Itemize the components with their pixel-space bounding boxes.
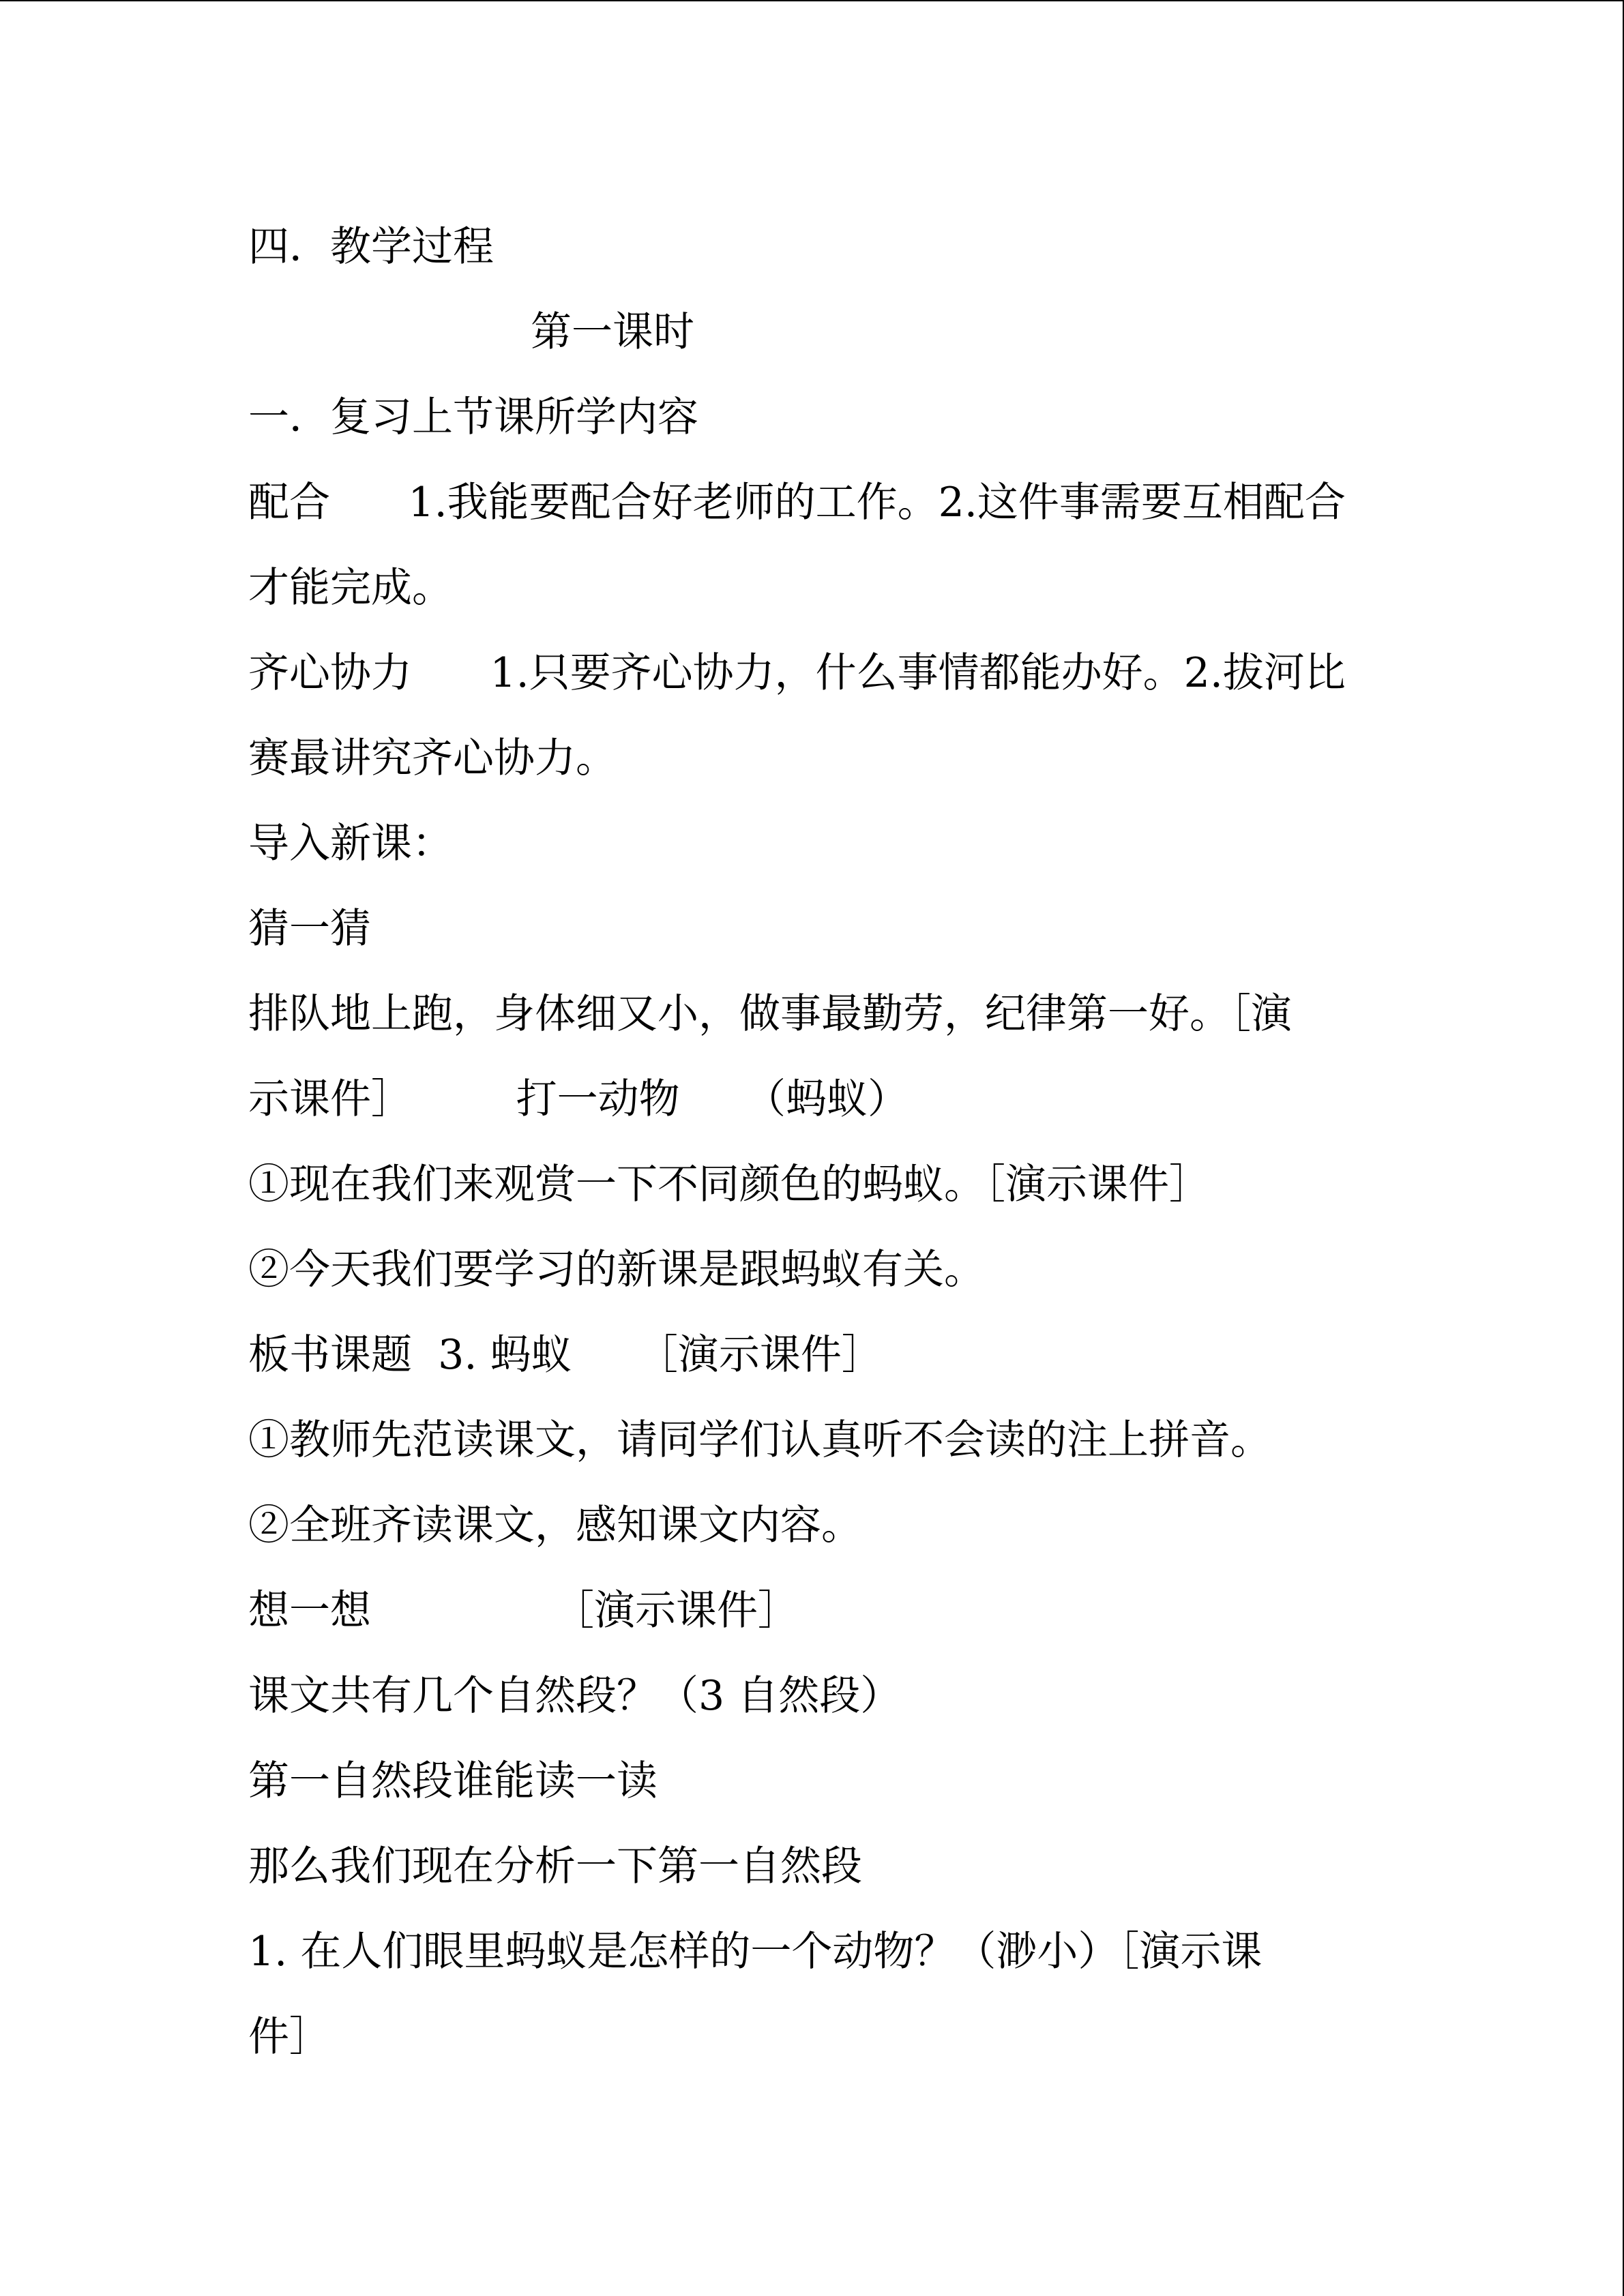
lesson-title: 第一课时 bbox=[531, 308, 694, 356]
section-heading: 四．教学过程 bbox=[248, 223, 494, 271]
text-line: 排队地上跑，身体细又小，做事最勤劳，纪律第一好。［演 bbox=[248, 990, 1292, 1038]
text-line: 猜一猜 bbox=[248, 905, 371, 953]
text-line: 示课件］ 打一动物 （蚂蚁） bbox=[248, 1075, 909, 1123]
text-line: ①教师先范读课文，请同学们认真听不会读的注上拼音。 bbox=[248, 1416, 1271, 1464]
text-line: ②全班齐读课文，感知课文内容。 bbox=[248, 1502, 862, 1549]
text-line: 导入新课： bbox=[248, 820, 453, 867]
text-line: ①现在我们来观赏一下不同颜色的蚂蚁。［演示课件］ bbox=[248, 1161, 1210, 1208]
text-line: 一．复习上节课所学内容 bbox=[248, 393, 698, 441]
text-line: ②今天我们要学习的新课是跟蚂蚁有关。 bbox=[248, 1246, 985, 1294]
text-line: 想一想 ［演示课件］ bbox=[248, 1587, 799, 1635]
text-line: 才能完成。 bbox=[248, 564, 453, 612]
text-line: 1. 在人们眼里蚂蚁是怎样的一个动物？（渺小）［演示课 bbox=[248, 1928, 1263, 1976]
document-body bbox=[248, 205, 1381, 2080]
text-line: 赛最讲究齐心协力。 bbox=[248, 734, 617, 782]
text-line: 那么我们现在分析一下第一自然段 bbox=[248, 1843, 862, 1890]
text-line: 第一自然段谁能读一读 bbox=[248, 1757, 658, 1805]
text-line: 件］ bbox=[248, 2013, 330, 2061]
text-line: 齐心协力 1.只要齐心协力，什么事情都能办好。2.拔河比 bbox=[248, 649, 1346, 697]
text-line: 课文共有几个自然段？（3 自然段） bbox=[248, 1672, 902, 1720]
text-line: 配合 1.我能要配合好老师的工作。2.这件事需要互相配合 bbox=[248, 479, 1346, 526]
text-line: 板书课题 3. 蚂蚁 ［演示课件］ bbox=[248, 1331, 883, 1379]
